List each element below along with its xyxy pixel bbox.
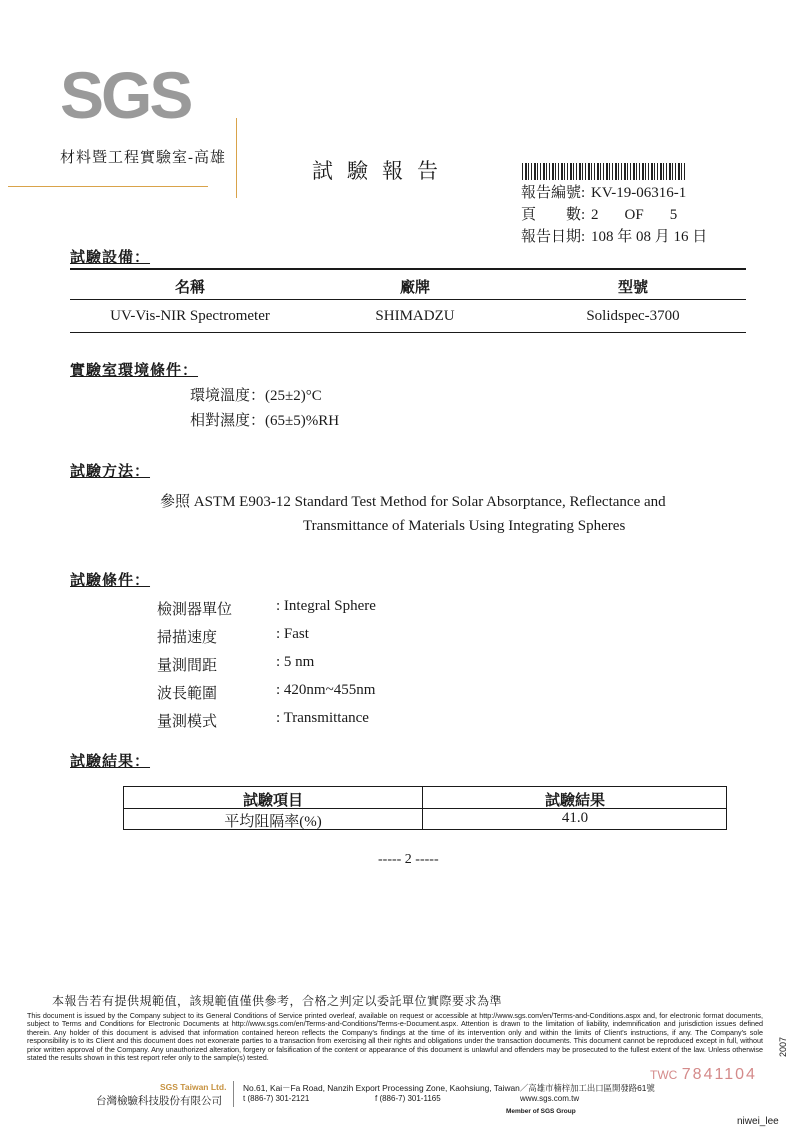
table-bottom-rule	[70, 332, 746, 333]
condition-value: : Fast	[276, 626, 309, 642]
footer-divider	[233, 1081, 234, 1107]
signer-id: niwei_lee	[737, 1116, 779, 1127]
condition-value: : 5 nm	[276, 654, 315, 670]
results-heading: 試驗結果：	[70, 754, 151, 770]
results-column-header-item: 試驗項目	[242, 793, 303, 809]
condition-value: : 420nm~455nm	[276, 682, 376, 698]
report-number-label: 報告編號:	[521, 185, 586, 201]
twc-prefix: TWC	[650, 1068, 678, 1082]
condition-value: : Integral Sphere	[276, 598, 376, 614]
report-number-line	[521, 181, 686, 202]
results-column-header-result: 試驗結果	[544, 793, 605, 809]
humidity-label: 相對濕度：	[190, 413, 266, 429]
table-top-rule	[70, 268, 746, 270]
logo-rule-horizontal	[8, 186, 208, 187]
page-current: 2	[591, 207, 599, 223]
twc-serial	[650, 1066, 757, 1084]
condition-label: 量測間距	[157, 658, 218, 674]
report-date-label: 報告日期:	[521, 229, 586, 245]
member-of-sgs-group: Member of SGS Group	[506, 1108, 576, 1115]
lab-name: 材料暨工程實驗室-高雄	[60, 150, 226, 166]
document-title: 試驗報告	[312, 159, 452, 183]
report-date: 108 年 08 月 16 日	[591, 229, 708, 245]
company-telephone: t (886-7) 301-2121	[243, 1094, 310, 1103]
temperature-label: 環境溫度：	[190, 388, 266, 404]
condition-label: 檢測器單位	[157, 602, 233, 618]
specification-note: 本報告若有提供規範值，該規範值僅供參考，合格之判定以委託單位實際要求為準	[52, 994, 503, 1008]
conditions-heading: 試驗條件：	[70, 573, 151, 589]
condition-label: 量測模式	[157, 714, 218, 730]
column-header-name: 名稱	[174, 280, 205, 296]
barcode	[522, 163, 686, 180]
terms-fine-print: This document is issued by the Company subject to its General Conditions of Service printed overleaf, available on request or accessible at http://www.sgs.com/en/Terms-and-Conditions.aspx and, for electronic format documents, subject to Terms and Conditions for Electronic Documents at http://www.sgs.com/en/Terms-and-Conditions/Terms-e-Document.aspx. Attention is drawn to the limitation of liability, indemnification and jurisdiction issues defined therein. Any holder of this document is advised that information contained hereon reflects the Company's findings at the time of its intervention only and within the limits of Client's instructions, if any. The Company's sole responsibility is to its Client and this document does not exonerate parties to a transaction from exercising all their rights and obligations under the transaction documents. This document cannot be reproduced except in full, without prior written approval of the Company. Any unauthorized alteration, forgery or falsification of the content or appearance of this document is unlawful and offenders may be prosecuted to the fullest extent of the law. Unless otherwise stated the results shown in this test report refer only to the sample(s) tested.	[27, 1011, 763, 1063]
temperature-line	[190, 384, 322, 405]
company-address: No.61, Kai－Fa Road, Nanzih Export Processing Zone, Kaohsiung, Taiwan／高雄市楠梓加工出口區開發路61號	[243, 1083, 655, 1093]
page-of: OF	[624, 207, 644, 223]
column-header-model: 型號	[617, 280, 648, 296]
sgs-logo	[58, 60, 208, 130]
equipment-name: UV-Vis-NIR Spectrometer	[110, 308, 270, 324]
results-table	[123, 786, 727, 830]
edition-year: 2007	[778, 1036, 788, 1057]
method-line-2: Transmittance of Materials Using Integrating Spheres	[303, 518, 626, 534]
report-number: KV-19-06316-1	[591, 185, 687, 201]
column-header-brand: 廠牌	[399, 280, 430, 296]
equipment-heading: 試驗設備：	[70, 250, 151, 266]
result-value: 41.0	[561, 810, 589, 826]
page-count-line	[521, 203, 677, 224]
report-date-line	[521, 225, 707, 246]
page-total: 5	[669, 207, 678, 223]
temperature-value: (25±2)°C	[265, 388, 322, 404]
equipment-model: Solidspec-3700	[586, 308, 680, 324]
sgs-logo-text: SGS	[60, 58, 191, 132]
equipment-brand: SHIMADZU	[375, 308, 455, 324]
environment-heading: 實驗室環境條件：	[70, 363, 199, 379]
twc-number: 7841104	[681, 1066, 757, 1083]
page-count-label: 頁 數:	[521, 207, 586, 223]
condition-label: 掃描速度	[157, 630, 218, 646]
company-fax: f (886-7) 301-1165	[375, 1094, 441, 1103]
company-website: www.sgs.com.tw	[520, 1094, 580, 1103]
condition-value: : Transmittance	[276, 710, 369, 726]
company-name-en: SGS Taiwan Ltd.	[160, 1082, 227, 1092]
humidity-value: (65±5)%RH	[265, 413, 340, 429]
condition-label: 波長範圍	[157, 686, 218, 702]
result-item: 平均阻隔率(%)	[224, 814, 322, 830]
logo-rule-vertical	[236, 118, 237, 198]
humidity-line	[190, 409, 339, 430]
company-name-cn: 台灣檢驗科技股份有限公司	[96, 1096, 222, 1107]
method-line-1: 參照 ASTM E903-12 Standard Test Method for Solar Absorptance, Reflectance and	[160, 494, 666, 510]
method-heading: 試驗方法：	[70, 464, 151, 480]
table-header-rule	[70, 299, 746, 300]
page-number-footer: ----- 2 -----	[378, 852, 439, 867]
